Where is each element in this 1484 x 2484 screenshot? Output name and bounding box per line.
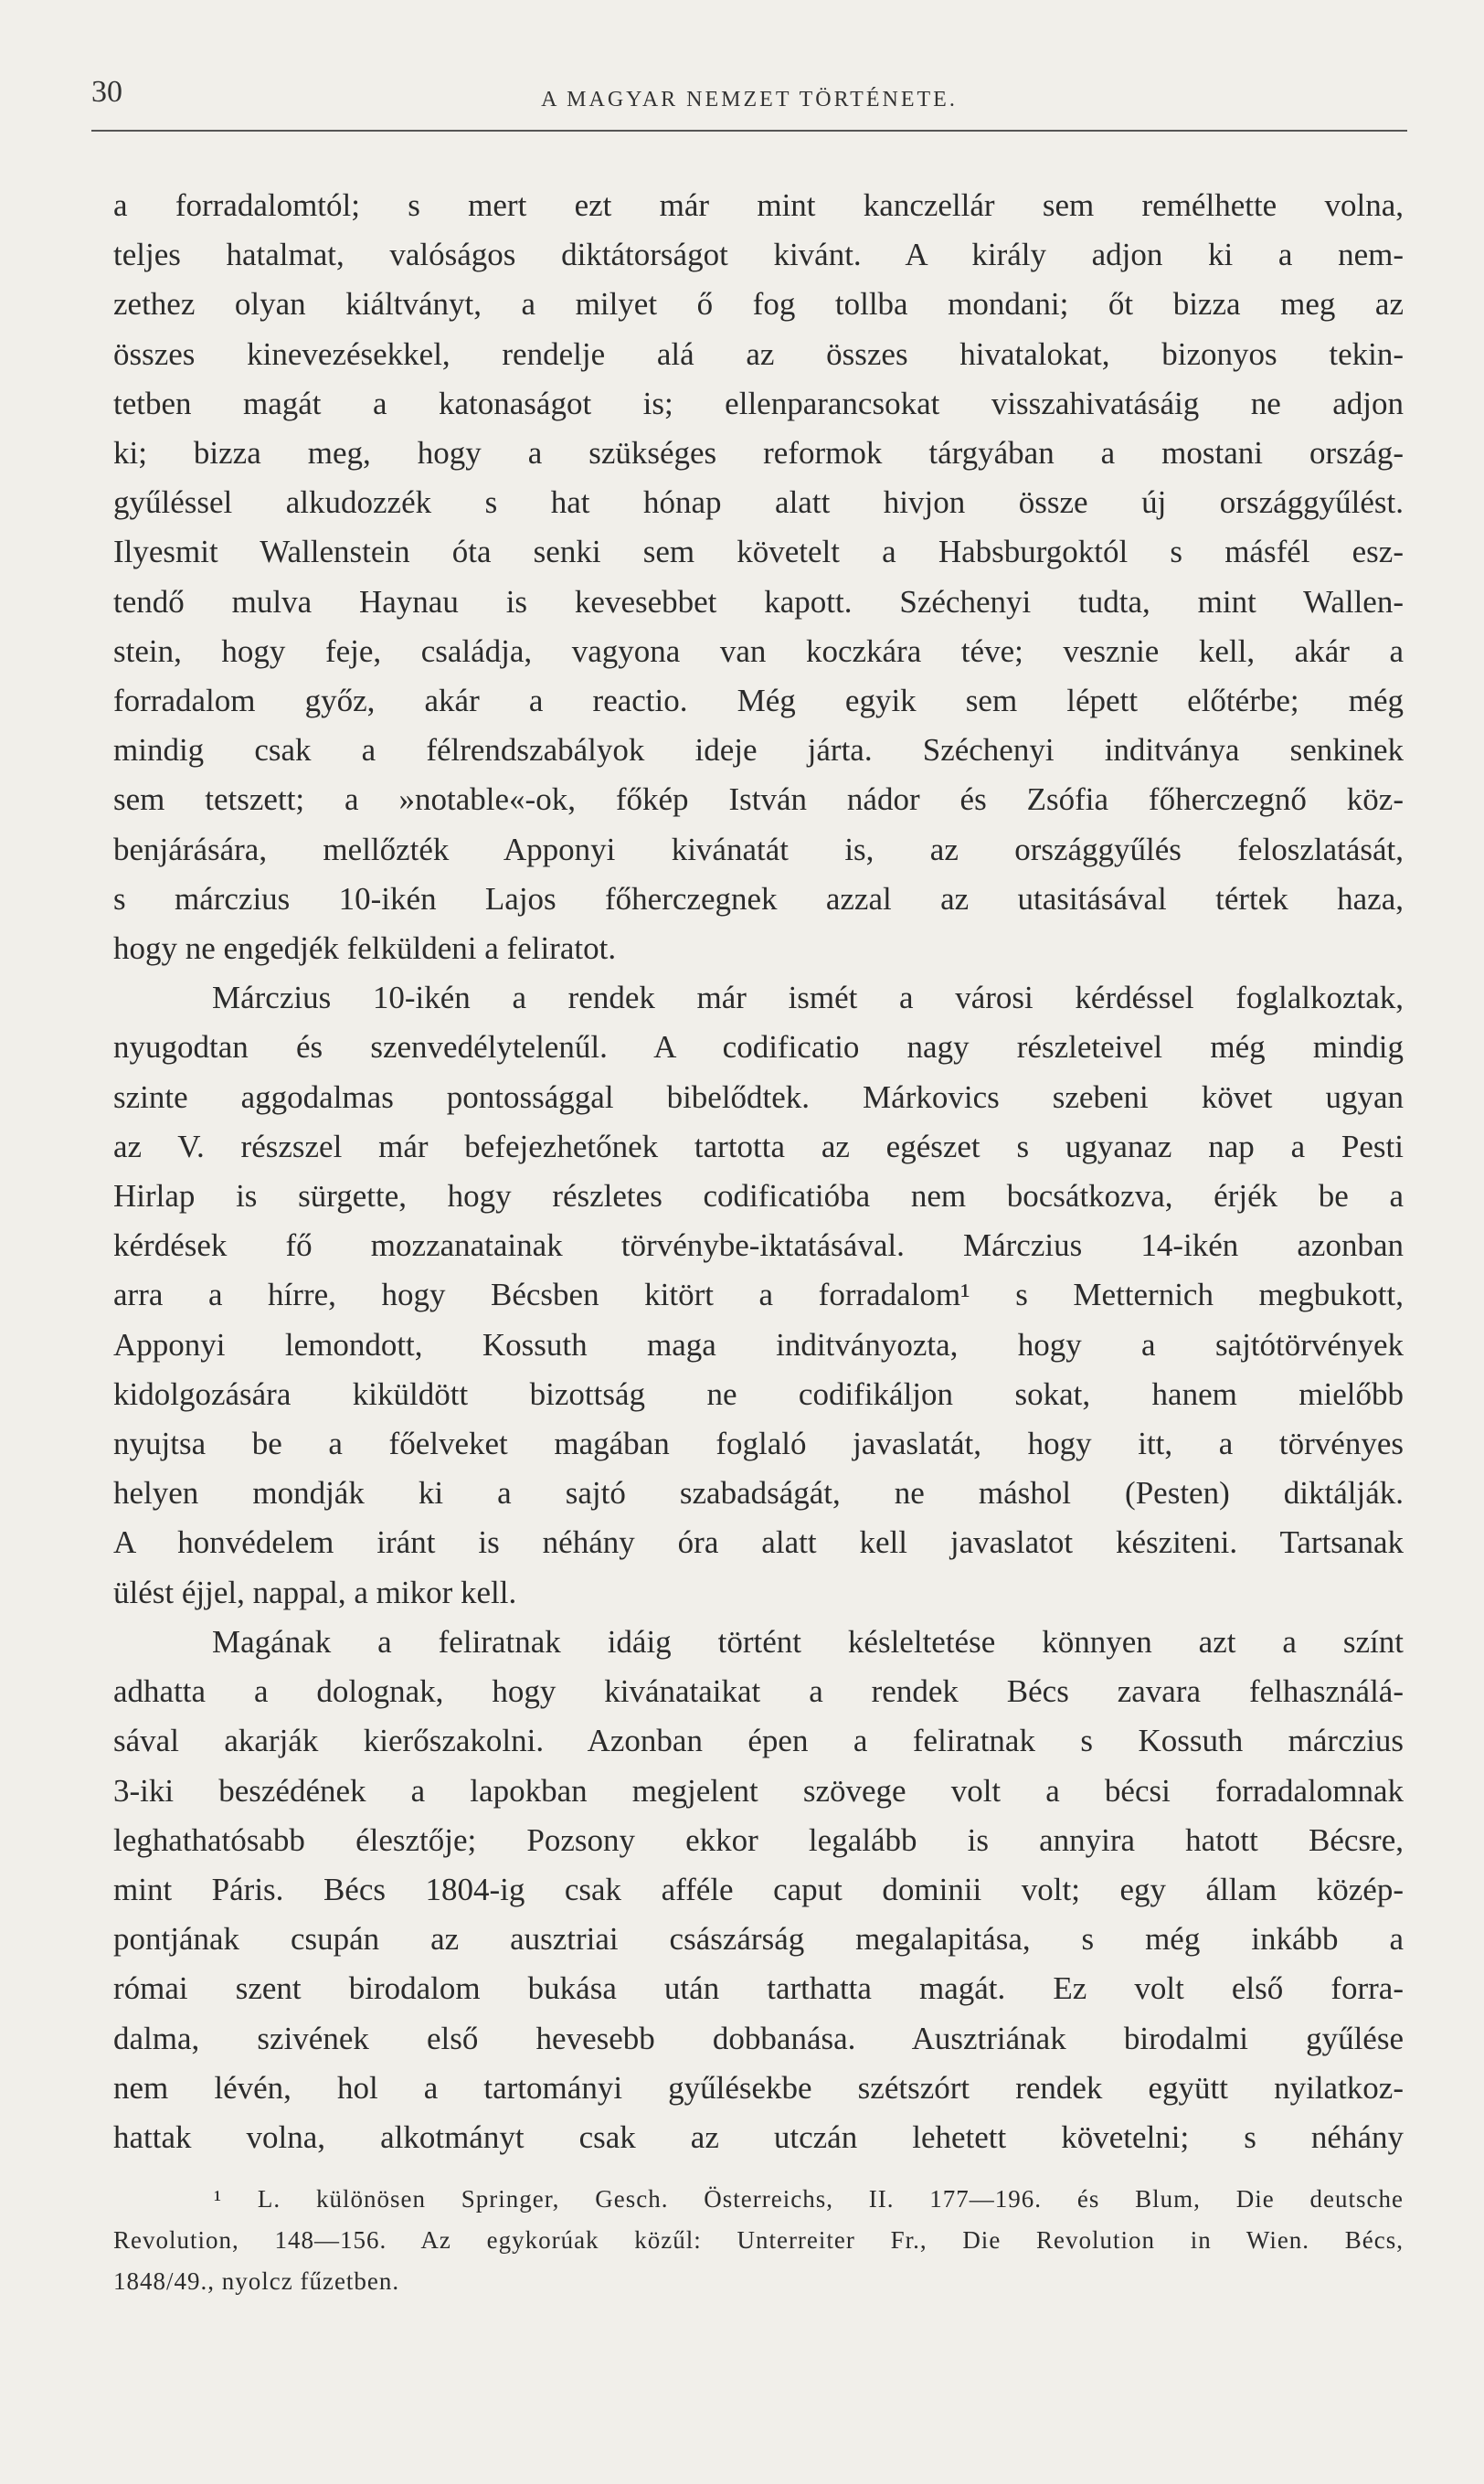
running-head: A MAGYAR NEMZET TÖRTÉNETE. [541,88,958,111]
text-line: kérdések fő mozzanatainak törvénybe-iktatásával. Márczius 14-ikén azonban [113,1227,1404,1264]
text-line: sával akarják kierőszakolni. Azonban épen a feliratnak s Kossuth márczius [113,1723,1404,1759]
text-line: adhatta a dolognak, hogy kivánataikat a rendek Bécs zavara felhasználá- [113,1673,1404,1710]
text-line: Ilyesmit Wallenstein óta senki sem követelt a Habsburgoktól s másfél esz- [113,534,1404,570]
text-line: tendő mulva Haynau is kevesebbet kapott. Széchenyi tudta, mint Wallen- [113,583,1404,620]
text-line: helyen mondják ki a sajtó szabadságát, ne máshol (Pesten) diktálják. [113,1475,1404,1512]
text-line: 3-iki beszédének a lapokban megjelent szövege volt a bécsi forradalomnak [113,1772,1404,1809]
text-line: gyűléssel alkudozzék s hat hónap alatt hivjon össze új országgyűlést. [113,484,1404,521]
text-line: hattak volna, alkotmányt csak az utczán lehetett követelni; s néhány [113,2118,1404,2155]
footnote-line: Revolution, 148—156. Az egykorúak közűl: Unterreiter Fr., Die Revolution in Wien. Bécs, [113,2226,1404,2254]
footnote-line: 1848/49., nyolcz fűzetben. [113,2267,400,2295]
text-line: kidolgozására kiküldött bizottság ne codifikáljon sokat, hanem mielőbb [113,1375,1404,1412]
text-line: az V. részszel már befejezhetőnek tartotta az egészet s ugyanaz nap a Pesti [113,1128,1404,1164]
text-line: szinte aggodalmas pontossággal bibelődtek. Márkovics szebeni követ ugyan [113,1078,1404,1115]
text-line: pontjának csupán az ausztriai császárság megalapitása, s még inkább a [113,1921,1404,1958]
text-line: teljes hatalmat, valóságos diktátorságot kivánt. A király adjon ki a nem- [113,237,1404,273]
text-line: hogy ne engedjék felküldeni a feliratot. [113,930,617,967]
text-line: mint Páris. Bécs 1804-ig csak afféle caput dominii volt; egy állam közép- [113,1871,1404,1907]
text-line: sem tetszett; a »notable«-ok, főkép István nádor és Zsófia főherczegnő köz- [113,781,1404,818]
text-line: tetben magát a katonaságot is; ellenparancsokat visszahivatásáig ne adjon [113,385,1404,421]
text-line: zethez olyan kiáltványt, a milyet ő fog tollba mondani; őt bizza meg az [113,286,1404,323]
text-line: nem lévén, hol a tartományi gyűlésekbe szétszórt rendek együtt nyilatkoz- [113,2069,1404,2106]
text-line: Hirlap is sürgette, hogy részletes codificatióba nem bocsátkozva, érjék be a [113,1178,1404,1215]
text-line: arra a hírre, hogy Bécsben kitört a forradalom¹ s Metternich megbukott, [113,1277,1404,1313]
text-line: dalma, szivének első hevesebb dobbanása. Ausztriának birodalmi gyűlése [113,2020,1404,2056]
text-line: mindig csak a félrendszabályok ideje járta. Széchenyi inditványa senkinek [113,732,1404,769]
text-line: leghathatósabb élesztője; Pozsony ekkor legalább is annyira hatott Bécsre, [113,1821,1404,1858]
text-line: benjárására, mellőzték Apponyi kivánatát is, az országgyűlés feloszlatását, [113,831,1404,867]
text-line: ülést éjjel, nappal, a mikor kell. [113,1574,517,1610]
footnote-line: ¹ L. különösen Springer, Gesch. Österreichs, II. 177—196. és Blum, Die deutsche [214,2185,1404,2213]
text-line: forradalom győz, akár a reactio. Még egyik sem lépett előtérbe; még [113,683,1404,719]
text-line: összes kinevezésekkel, rendelje alá az összes hivatalokat, bizonyos tekin- [113,335,1404,372]
text-line: nyugodtan és szenvedélytelenűl. A codificatio nagy részleteivel még mindig [113,1029,1404,1066]
text-line: római szent birodalom bukása után tarthatta magát. Ez volt első forra- [113,1970,1404,2007]
text-line: Márczius 10-ikén a rendek már ismét a városi kérdéssel foglalkoztak, [212,980,1404,1016]
page-number: 30 [91,75,122,109]
text-line: s márczius 10-ikén Lajos főherczegnek azzal az utasitásával tértek haza, [113,880,1404,917]
text-line: A honvédelem iránt is néhány óra alatt kell javaslatot késziteni. Tartsanak [113,1524,1404,1561]
text-line: nyujtsa be a főelveket magában foglaló javaslatát, hogy itt, a törvényes [113,1426,1404,1462]
text-line: stein, hogy feje, családja, vagyona van koczkára téve; vesznie kell, akár a [113,632,1404,669]
page-header [91,75,1407,132]
body-text [113,181,1404,2162]
text-line: ki; bizza meg, hogy a szükséges reformok tárgyában a mostani ország- [113,435,1404,472]
text-line: Apponyi lemondott, Kossuth maga inditványozta, hogy a sajtótörvények [113,1326,1404,1363]
text-line: a forradalomtól; s mert ezt már mint kanczellár sem remélhette volna, [113,187,1404,223]
text-line: Magának a feliratnak idáig történt késleltetése könnyen azt a színt [212,1623,1404,1660]
footnotes [113,2179,1404,2302]
